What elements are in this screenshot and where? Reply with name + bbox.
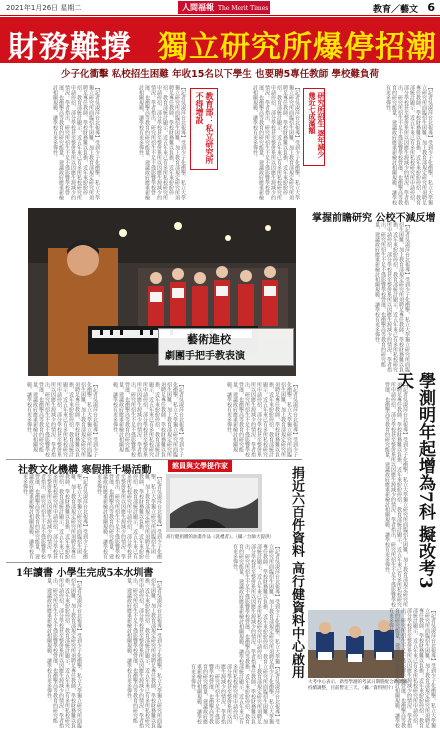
side-box-ministry: [190, 88, 218, 170]
photo-caption-music: [158, 328, 294, 366]
article-body-3: 【記者吳淑萍台北報導】受到少子化衝擊，私立大學獨立研究所面臨招生困難，加上教育部規定研究所須聘足專任教師，學校財務難以負擔，近年來紛紛停招。教育部統計顯示，近五年來已有多所私校研究所申請停招，部分學校甚至整併系所以因應生源減少的情況。學者指出，研究所招生不足不僅影響學校營運，也衝擊高等教育的研究能量，建議政府應重新檢討相關規範，讓學校有更多彈性。: [252, 85, 300, 200]
exam-room-caption: 大考中心表示，新型學測的考試日期將配合新課綱持續調整，目前暫定三天。（攝／資料照片）: [308, 680, 407, 691]
article-body-1: 【記者吳淑萍台北報導】受到少子化衝擊，私立大學獨立研究所面臨招生困難，加上教育部規定研究所須聘足專任教師，學校財務難以負擔，近年來紛紛停招。教育部統計顯示，近五年來已有多所私校研究所申請停招，部分學校甚至整併系所以因應生源減少的情況。學者指出，研究所招生不足不僅影響學校營運，也衝擊高等教育的研究能量，建議政府應重新檢討相關規範，讓學校有更多彈性。: [52, 85, 100, 200]
headline-reading: 1年讀書 小學生完成5本水圳書: [16, 568, 154, 579]
library-tag: 館員與文學提作家: [168, 460, 232, 472]
article-body-8: 【記者吳淑萍台北報導】受到少子化衝擊，私立大學獨立研究所面臨招生困難，加上教育部規定研究所須聘足專任教師，學校財務難以負擔，近年來紛紛停招。教育部統計顯示，近五年來已有多所私校研究所申請停招，部分學校甚至整併系所以因應生源減少的情況。學者指出，研究所招生不足不僅影響學校營運，也衝擊高等教育的研究能量，建議政府應重新檢討相關規範，讓學校有更多彈性。: [384, 382, 408, 607]
article-body-12: 【記者吳淑萍台北報導】受到少子化衝擊，私立大學獨立研究所面臨招生困難，加上教育部規定研究所須聘足專任教師，學校財務難以負擔，近年來紛紛停招。教育部統計顯示，近五年來已有多所私校研究所申請停招，部分學校甚至整併系所以因應生源減少的情況。學者指出，研究所招生不足不僅影響學校營運，也衝擊高等教育的研究能量，建議政府應重新檢討相關規範，讓學校有更多彈性。: [46, 578, 82, 728]
article-body-7: 【記者吳淑萍台北報導】受到少子化衝擊，私立大學獨立研究所面臨招生困難，加上教育部規定研究所須聘足專任教師，學校財務難以負擔，近年來紛紛停招。教育部統計顯示，近五年來已有多所私校研究所申請停招，部分學校甚至整併系所以因應生源減少的情況。學者指出，研究所招生不足不僅影響學校營運，也衝擊高等教育的研究能量，建議政府應重新檢討相關規範，讓學校有更多彈性。: [226, 382, 298, 457]
headline-culture: 社教文化機構 寒假推千場活動: [18, 465, 152, 476]
photo-painting-image: [166, 474, 262, 532]
side-box-enrollment-text: 研究所招生 逐年減少 幾近七成滿額: [308, 92, 325, 158]
section-divider: [6, 459, 302, 460]
logo-english: The Merit Times: [218, 5, 269, 12]
side-box-ministry-text: 教育部：私立研究所不得增設: [195, 92, 214, 164]
section-divider-2: [6, 562, 162, 563]
banner-left: 財務難撐: [8, 30, 132, 65]
logo-text: 人間福報: [182, 2, 214, 12]
side-box-enrollment: [303, 88, 325, 166]
article-body-2: 【記者吳淑萍台北報導】受到少子化衝擊，私立大學獨立研究所面臨招生困難，加上教育部規定研究所須聘足專任教師，學校財務難以負擔，近年來紛紛停招。教育部統計顯示，近五年來已有多所私校研究所申請停招，部分學校甚至整併系所以因應生源減少的情況。學者指出，研究所招生不足不僅影響學校營運，也衝擊高等教育的研究能量，建議政府應重新檢討相關規範，讓學校有更多彈性。: [138, 85, 186, 200]
photo-painting: [166, 474, 262, 532]
masthead: [0, 0, 440, 16]
article-body-4: 【記者吳淑萍台北報導】受到少子化衝擊，私立大學獨立研究所面臨招生困難，加上教育部規定研究所須聘足專任教師，學校財務難以負擔，近年來紛紛停招。教育部統計顯示，近五年來已有多所私校研究所申請停招，部分學校甚至整併系所以因應生源減少的情況。學者指出，研究所招生不足不僅影響學校營運，也衝擊高等教育的研究能量，建議政府應重新檢討相關規範，讓學校有更多彈性。: [385, 85, 433, 205]
photo-caption-title-2: 劇團手把手教表演: [165, 351, 245, 362]
page-number: 6: [427, 1, 435, 14]
article-body-exam: 【記者吳淑萍台北報導】受到少子化衝擊，私立大學獨立研究所面臨招生困難，加上教育部規定研究所須聘足專任教師，學校財務難以負擔，近年來紛紛停招。教育部統計顯示，近五年來已有多所私校研究所申請停招，部分學校甚至整併系所以因應生源減少的情況。學者指出，研究所招生不足不僅影響學校營運，也衝擊高等教育的研究能量，建議政府應重新檢討相關規範，讓學校有更多彈性。: [374, 222, 410, 372]
headline-donation: 捐近六百件資料 高行健資料中心啟用: [289, 466, 304, 679]
headline-public-schools: 掌握前瞻研究 公校不減反增: [312, 213, 436, 224]
subheadline: 少子化衝擊 私校招生困難 年收15名以下學生 也要聘5專任教師 學校難負荷: [60, 69, 380, 80]
section-name: 教育／藝文: [372, 5, 418, 15]
issue-date: 2021年1月26日 星期二: [6, 4, 82, 12]
banner-right: 獨立研究所爆停招潮: [158, 30, 437, 65]
library-caption: 高行健捐贈的油畫作品《洗禮者》。（攝／台師大提供）: [166, 535, 274, 540]
article-body-15: 【記者吳淑萍台北報導】受到少子化衝擊，私立大學獨立研究所面臨招生困難，加上教育部規定研究所須聘足專任教師，學校財務難以負擔，近年來紛紛停招。教育部統計顯示，近五年來已有多所私校研究所申請停招，部分學校甚至整併系所以因應生源減少的情況。學者指出，研究所招生不足不僅影響學校營運，也衝擊高等教育的研究能量，建議政府應重新檢討相關規範，讓學校有更多彈性。: [388, 608, 436, 728]
photo-caption-title-1: 藝術進校: [187, 333, 231, 346]
headline-banner: [0, 17, 440, 63]
article-body-6: 【記者吳淑萍台北報導】受到少子化衝擊，私立大學獨立研究所面臨招生困難，加上教育部規定研究所須聘足專任教師，學校財務難以負擔，近年來紛紛停招。教育部統計顯示，近五年來已有多所私校研究所申請停招，部分學校甚至整併系所以因應生源減少的情況。學者指出，研究所招生不足不僅影響學校營運，也衝擊高等教育的研究能量，建議政府應重新檢討相關規範，讓學校有更多彈性。: [112, 382, 184, 457]
newspaper-logo: [178, 1, 270, 14]
article-body-11: 【記者吳淑萍台北報導】受到少子化衝擊，私立大學獨立研究所面臨招生困難，加上教育部規定研究所須聘足專任教師，學校財務難以負擔，近年來紛紛停招。教育部統計顯示，近五年來已有多所私校研究所申請停招，部分學校甚至整併系所以因應生源減少的情況。學者指出，研究所招生不足不僅影響學校營運，也衝擊高等教育的研究能量，建議政府應重新檢討相關規範，讓學校有更多彈性。: [232, 544, 280, 664]
article-body-5: 【記者吳淑萍台北報導】受到少子化衝擊，私立大學獨立研究所面臨招生困難，加上教育部規定研究所須聘足專任教師，學校財務難以負擔，近年來紛紛停招。教育部統計顯示，近五年來已有多所私校研究所申請停招，部分學校甚至整併系所以因應生源減少的情況。學者指出，研究所招生不足不僅影響學校營運，也衝擊高等教育的研究能量，建議政府應重新檢討相關規範，讓學校有更多彈性。: [26, 382, 98, 457]
article-body-14: 【記者吳淑萍台北報導】受到少子化衝擊，私立大學獨立研究所面臨招生困難，加上教育部規定研究所須聘足專任教師，學校財務難以負擔，近年來紛紛停招。教育部統計顯示，近五年來已有多所私校研究所申請停招，部分學校甚至整併系所以因應生源減少的情況。學者指出，研究所招生不足不僅影響學校營運，也衝擊高等教育的研究能量，建議政府應重新檢討相關規範，讓學校有更多彈性。: [190, 664, 280, 724]
article-body-10: 【記者吳淑萍台北報導】受到少子化衝擊，私立大學獨立研究所面臨招生困難，加上教育部規定研究所須聘足專任教師，學校財務難以負擔，近年來紛紛停招。教育部統計顯示，近五年來已有多所私校研究所申請停招，部分學校甚至整併系所以因應生源減少的情況。學者指出，研究所招生不足不僅影響學校營運，也衝擊高等教育的研究能量，建議政府應重新檢討相關規範，讓學校有更多彈性。: [96, 474, 162, 559]
headline-exam: 學測明年起增為7科 擬改考3天: [393, 372, 435, 589]
article-body-13: 【記者吳淑萍台北報導】受到少子化衝擊，私立大學獨立研究所面臨招生困難，加上教育部規定研究所須聘足專任教師，學校財務難以負擔，近年來紛紛停招。教育部統計顯示，近五年來已有多所私校研究所申請停招，部分學校甚至整併系所以因應生源減少的情況。學者指出，研究所招生不足不僅影響學校營運，也衝擊高等教育的研究能量，建議政府應重新檢討相關規範，讓學校有更多彈性。: [126, 578, 162, 728]
article-body-9: 【記者吳淑萍台北報導】受到少子化衝擊，私立大學獨立研究所面臨招生困難，加上教育部規定研究所須聘足專任教師，學校財務難以負擔，近年來紛紛停招。教育部統計顯示，近五年來已有多所私校研究所申請停招，部分學校甚至整併系所以因應生源減少的情況。學者指出，研究所招生不足不僅影響學校營運，也衝擊高等教育的研究能量，建議政府應重新檢討相關規範，讓學校有更多彈性。: [22, 474, 88, 559]
